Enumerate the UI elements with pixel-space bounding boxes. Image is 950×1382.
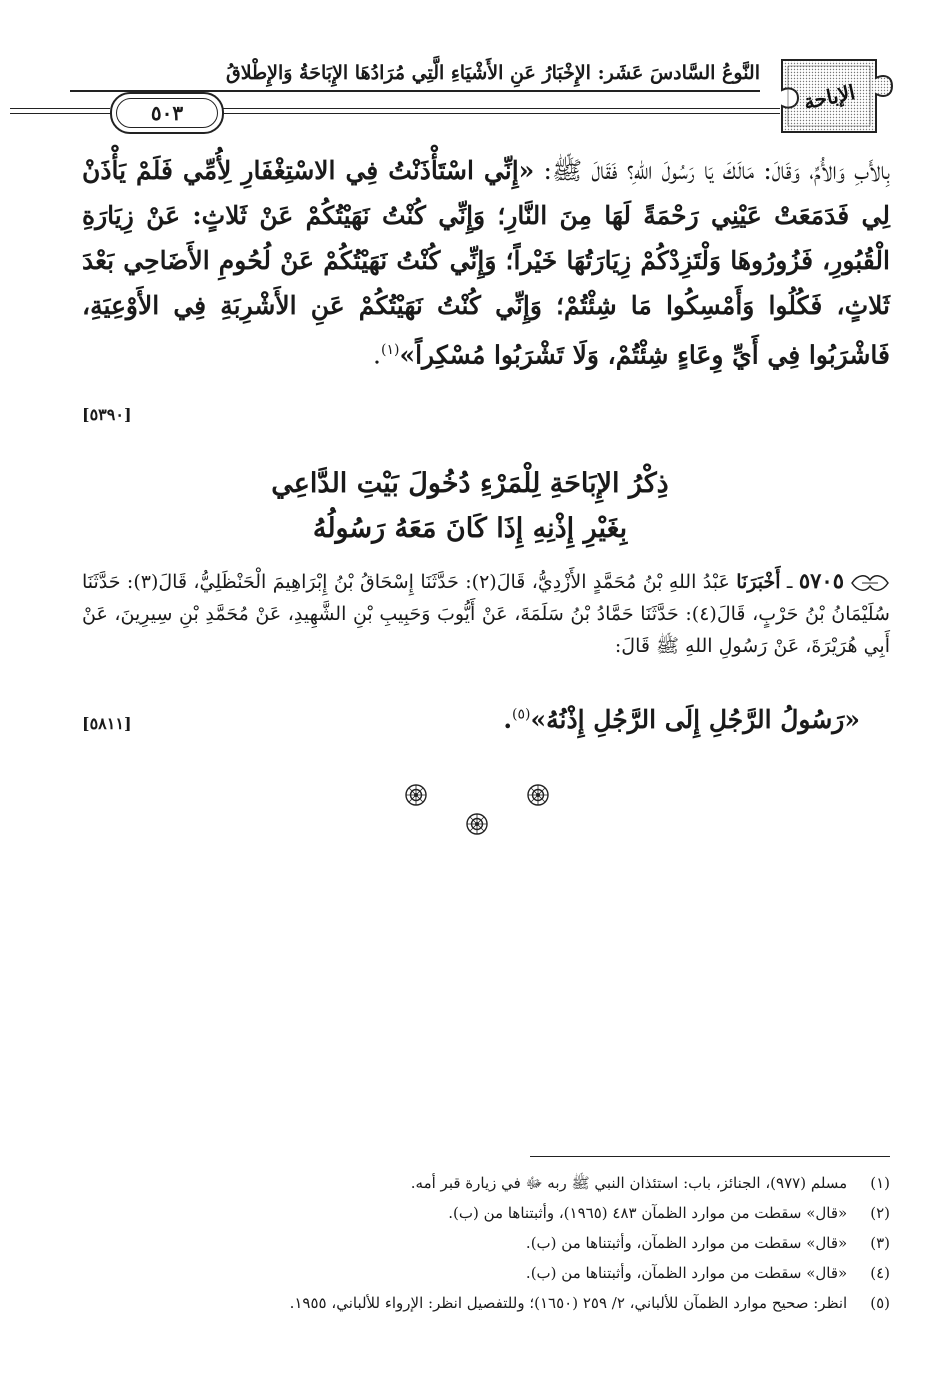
- footnote: [82, 1258, 890, 1288]
- hadith-marker-icon: [850, 572, 890, 594]
- header-rule-right-1: [220, 108, 780, 109]
- page-header: [70, 56, 900, 136]
- footnote-text: «قال» سقطت من موارد الظمآن، وأثبتناها من (ب).: [525, 1264, 848, 1282]
- emblem-label: الإباحة: [801, 79, 858, 115]
- hadith-intro-text: بِالأَبِ وَالأُمِّ، وَقَالَ: مَالَكَ يَا رَسُولَ اللهِ؟ فَقَالَ ﷺ:: [534, 156, 890, 185]
- footnote-text: «قال» سقطت من موارد الظمآن، وأثبتناها من (ب).: [525, 1234, 848, 1252]
- page-number-box: [110, 92, 224, 134]
- section-heading-line-2: بِغَيْرِ إِذْنِهِ إِذَا كَانَ مَعَهُ رَسُولُهُ: [312, 513, 628, 544]
- footnote-number: (٢): [870, 1204, 890, 1222]
- header-rule-right-2: [220, 113, 780, 114]
- footnote: [82, 1168, 890, 1198]
- hadith-matn-end: .: [503, 705, 513, 734]
- header-rule-left-2: [10, 113, 110, 114]
- footnote-number: (١): [870, 1174, 890, 1192]
- section-heading-line-1: ذِكْرُ الإِبَاحَةِ لِلْمَرْءِ دُخُولَ بَيْتِ الدَّاعِي: [271, 468, 669, 499]
- hadith-dash: ـ: [780, 571, 799, 593]
- footnote: [82, 1288, 890, 1318]
- hadith-continuation: [82, 148, 890, 377]
- footnote-text: مسلم (٩٧٧)، الجنائز، باب: استئذان النبي ﷺ ربه ﷻ في زيارة قبر أمه.: [410, 1174, 848, 1192]
- footnote-separator: [530, 1156, 890, 1157]
- footnote: [82, 1228, 890, 1258]
- running-title: النَّوعُ السَّادسَ عَشَر: الإِخْبَارُ عَنِ الأَشْيَاءِ الَّتِي مُرَادُهَا الإِبَاحَةُ وَالإِطْلاقُ: [225, 62, 760, 84]
- footnote-number: (٥): [870, 1294, 890, 1312]
- rosette-ornament-icon: [527, 784, 549, 806]
- page-number: ٥٠٣: [116, 98, 218, 128]
- footnote-number: (٣): [870, 1234, 890, 1252]
- footnote-number: (٤): [870, 1264, 890, 1282]
- rosette-ornament-icon: [466, 813, 488, 835]
- hadith-reference-5811: [٥٨١١]: [82, 714, 132, 733]
- ikhbar-word: أَخْبَرَنَا: [736, 571, 781, 593]
- footnotes: [82, 1168, 890, 1318]
- footnote-text: «قال» سقطت من موارد الظمآن ٤٨٣ (١٩٦٥)، وأثبتناها من (ب).: [448, 1204, 848, 1222]
- footnote-marker-5[interactable]: (٥): [512, 706, 531, 723]
- hadith-reference-5390: [٥٣٩٠]: [82, 405, 132, 424]
- hadith-5705: [82, 565, 890, 662]
- hadith-quote: «إِنِّي اسْتَأْذَنْتُ فِي الاسْتِغْفَارِ لِأُمِّي فَلَمْ يَأْذَنْ لِي فَدَمَعَتْ عَيْنِي رَحْمَةً لَهَا مِنَ النَّارِ؛ وَإِنِّي كُنْتُ نَهَيْتُكُمْ عَنْ ثَلاثٍ: عَنْ زِيَارَةِ الْقُبُورِ، فَزُورُوهَا وَلْتَزِدْكُمْ زِيَارَتُهَا خَيْراً؛ وَإِنِّي كُنْتُ نَهَيْتُكُمْ عَنْ لُحُومِ الأَضَاحِي بَعْدَ ثَلاثٍ، فَكُلُوا وَأَمْسِكُوا مَا شِئْتُمْ؛ وَإِنِّي كُنْتُ نَهَيْتُكُمْ عَنِ الأَشْرِبَةِ فِي الأَوْعِيَةِ، فَاشْرَبُوا فِي أَيِّ وِعَاءٍ شِئْتُمْ، وَلَا تَشْرَبُوا مُسْكِراً»: [82, 156, 890, 370]
- header-rule-left-1: [10, 108, 110, 109]
- hadith-matn: [160, 705, 860, 734]
- puzzle-emblem-icon: [778, 56, 900, 136]
- hadith-number: ٥٧٠٥: [798, 568, 844, 593]
- rosette-ornament-icon: [405, 784, 427, 806]
- hadith-isnad: عَبْدُ اللهِ بْنُ مُحَمَّدٍ الأَزْدِيُّ، قَالَ(٢): حَدَّثَنَا إِسْحَاقُ بْنُ إِبْرَاهِيمَ الْحَنْظَلِيُّ، قَالَ(٣): حَدَّثَنَا سُلَيْمَانُ بْنُ حَرْبٍ، قَالَ(٤): حَدَّثَنَا حَمَّادُ بْنُ سَلَمَةَ، عَنْ أَيُّوبَ وَحَبِيبِ بْنِ الشَّهِيدِ، عَنْ مُحَمَّدِ بْنِ سِيرِينَ، عَنْ أَبِي هُرَيْرَةَ، عَنْ رَسُولِ اللهِ ﷺ قَالَ:: [82, 571, 890, 657]
- footnote-marker-1[interactable]: (١): [381, 342, 400, 358]
- hadith-end-mark: .: [373, 340, 381, 370]
- footnote-text: انظر: صحيح موارد الظمآن للألباني، ٢/ ٢٥٩ (١٦٥٠)؛ وللتفصيل انظر: الإرواء للألباني، ١٩٥٥.: [289, 1294, 848, 1312]
- hadith-matn-text: «رَسُولُ الرَّجُلِ إِلَى الرَّجُلِ إِذْنُهُ»: [530, 705, 860, 734]
- footnote: [82, 1198, 890, 1228]
